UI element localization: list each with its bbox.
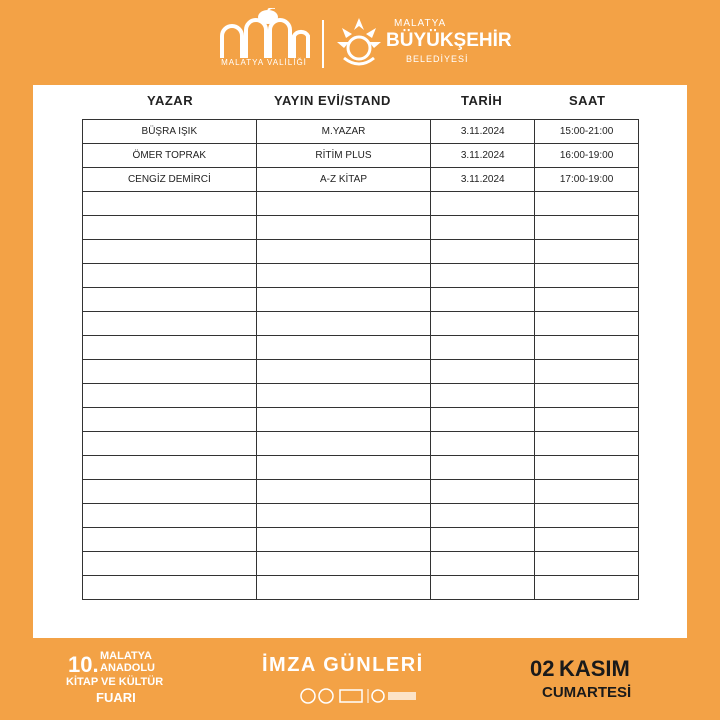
empty-cell (535, 288, 639, 312)
empty-cell (535, 384, 639, 408)
event-title: İMZA GÜNLERİ (262, 654, 424, 676)
table-row-empty (83, 456, 639, 480)
empty-cell (83, 192, 257, 216)
author-cell: BÜŞRA IŞIK (83, 120, 257, 144)
empty-cell (431, 504, 535, 528)
empty-cell (256, 528, 431, 552)
empty-cell (535, 192, 639, 216)
table-row-empty (83, 192, 639, 216)
empty-cell (535, 264, 639, 288)
publisher-cell: M.YAZAR (256, 120, 431, 144)
empty-cell (535, 360, 639, 384)
empty-cell (83, 336, 257, 360)
empty-cell (256, 408, 431, 432)
belediye-emblem-icon (334, 14, 384, 70)
table-row-empty (83, 504, 639, 528)
empty-cell (256, 576, 431, 600)
empty-cell (256, 288, 431, 312)
table-row-empty (83, 336, 639, 360)
empty-cell (83, 216, 257, 240)
valilik-logo (214, 8, 314, 80)
table-row-empty (83, 360, 639, 384)
empty-cell (431, 336, 535, 360)
time-cell: 17:00-19:00 (535, 168, 639, 192)
fuar-line1: MALATYA (100, 650, 152, 662)
empty-cell (431, 456, 535, 480)
publisher-cell: RİTİM PLUS (256, 144, 431, 168)
empty-cell (535, 456, 639, 480)
table-row-empty (83, 288, 639, 312)
empty-cell (256, 480, 431, 504)
empty-cell (256, 384, 431, 408)
empty-cell (431, 432, 535, 456)
empty-cell (83, 240, 257, 264)
empty-cell (83, 408, 257, 432)
valilik-caption: MALATYA VALİLİĞİ (221, 58, 307, 67)
empty-cell (256, 432, 431, 456)
sponsor-mark-icon (340, 690, 362, 702)
sponsor-wordmark-icon (388, 692, 416, 700)
fuar-line4: FUARI (96, 690, 136, 705)
empty-cell (256, 216, 431, 240)
empty-cell (431, 240, 535, 264)
table-row-empty (83, 576, 639, 600)
empty-cell (256, 336, 431, 360)
empty-cell (535, 336, 639, 360)
empty-cell (83, 264, 257, 288)
empty-cell (535, 480, 639, 504)
empty-cell (535, 528, 639, 552)
publisher-cell: A-Z KİTAP (256, 168, 431, 192)
empty-cell (83, 456, 257, 480)
schedule-table (82, 119, 639, 600)
table-row-empty (83, 312, 639, 336)
empty-cell (83, 432, 257, 456)
table-row (83, 168, 639, 192)
empty-cell (535, 432, 639, 456)
empty-cell (256, 552, 431, 576)
table-row-empty (83, 432, 639, 456)
table-row-empty (83, 384, 639, 408)
table-row (83, 120, 639, 144)
belediye-line3: BELEDİYESİ (406, 54, 469, 64)
date-day: 02 (530, 656, 555, 681)
table-row (83, 144, 639, 168)
column-header-yazar: YAZAR (147, 93, 194, 108)
date-weekday: CUMARTESİ (542, 684, 632, 701)
table-row-empty (83, 264, 639, 288)
empty-cell (431, 288, 535, 312)
sponsor-seal-icon (319, 689, 333, 703)
column-header-saat: SAAT (569, 93, 606, 108)
footer (0, 640, 720, 720)
empty-cell (431, 552, 535, 576)
fuar-line2: ANADOLU (100, 662, 155, 674)
empty-cell (83, 504, 257, 528)
schedule-table-body (83, 120, 639, 600)
sponsor-logos (300, 686, 420, 706)
date-month: KASIM (558, 656, 630, 681)
empty-cell (256, 504, 431, 528)
table-row-empty (83, 528, 639, 552)
fuar-logo (60, 648, 200, 714)
empty-cell (535, 552, 639, 576)
empty-cell (431, 312, 535, 336)
table-row-empty (83, 408, 639, 432)
table-row-empty (83, 216, 639, 240)
empty-cell (431, 408, 535, 432)
header (0, 0, 720, 84)
empty-cell (431, 384, 535, 408)
empty-cell (431, 480, 535, 504)
table-row-empty (83, 552, 639, 576)
sponsor-seal-icon (301, 689, 315, 703)
schedule-panel (33, 85, 687, 638)
empty-cell (83, 384, 257, 408)
empty-cell (535, 312, 639, 336)
empty-cell (535, 504, 639, 528)
fuar-number: 10. (68, 652, 99, 677)
table-row-empty (83, 240, 639, 264)
empty-cell (431, 192, 535, 216)
fuar-line3: KİTAP VE KÜLTÜR (66, 676, 164, 688)
empty-cell (83, 480, 257, 504)
empty-cell (83, 576, 257, 600)
date-cell: 3.11.2024 (431, 144, 535, 168)
empty-cell (431, 576, 535, 600)
empty-cell (431, 216, 535, 240)
time-cell: 16:00-19:00 (535, 144, 639, 168)
empty-cell (535, 216, 639, 240)
empty-cell (535, 240, 639, 264)
empty-cell (535, 576, 639, 600)
empty-cell (431, 528, 535, 552)
empty-cell (256, 264, 431, 288)
empty-cell (431, 264, 535, 288)
empty-cell (83, 288, 257, 312)
table-row-empty (83, 480, 639, 504)
empty-cell (256, 360, 431, 384)
empty-cell (83, 360, 257, 384)
empty-cell (535, 408, 639, 432)
sponsor-emblem-icon (372, 690, 384, 702)
date-cell: 3.11.2024 (431, 168, 535, 192)
empty-cell (256, 456, 431, 480)
date-cell: 3.11.2024 (431, 120, 535, 144)
empty-cell (256, 240, 431, 264)
belediye-line1: MALATYA (394, 18, 447, 29)
empty-cell (431, 360, 535, 384)
empty-cell (256, 312, 431, 336)
empty-cell (83, 312, 257, 336)
belediye-line2: BÜYÜKŞEHİR (386, 30, 512, 51)
event-date (530, 656, 632, 701)
valilik-arches-icon (216, 8, 312, 60)
column-header-yayinevi: YAYIN EVİ/STAND (274, 93, 391, 108)
column-header-tarih: TARİH (461, 93, 503, 108)
author-cell: ÖMER TOPRAK (83, 144, 257, 168)
time-cell: 15:00-21:00 (535, 120, 639, 144)
belediye-logo (334, 14, 514, 74)
empty-cell (83, 552, 257, 576)
author-cell: CENGİZ DEMİRCİ (83, 168, 257, 192)
logo-divider (322, 20, 324, 68)
empty-cell (83, 528, 257, 552)
empty-cell (256, 192, 431, 216)
